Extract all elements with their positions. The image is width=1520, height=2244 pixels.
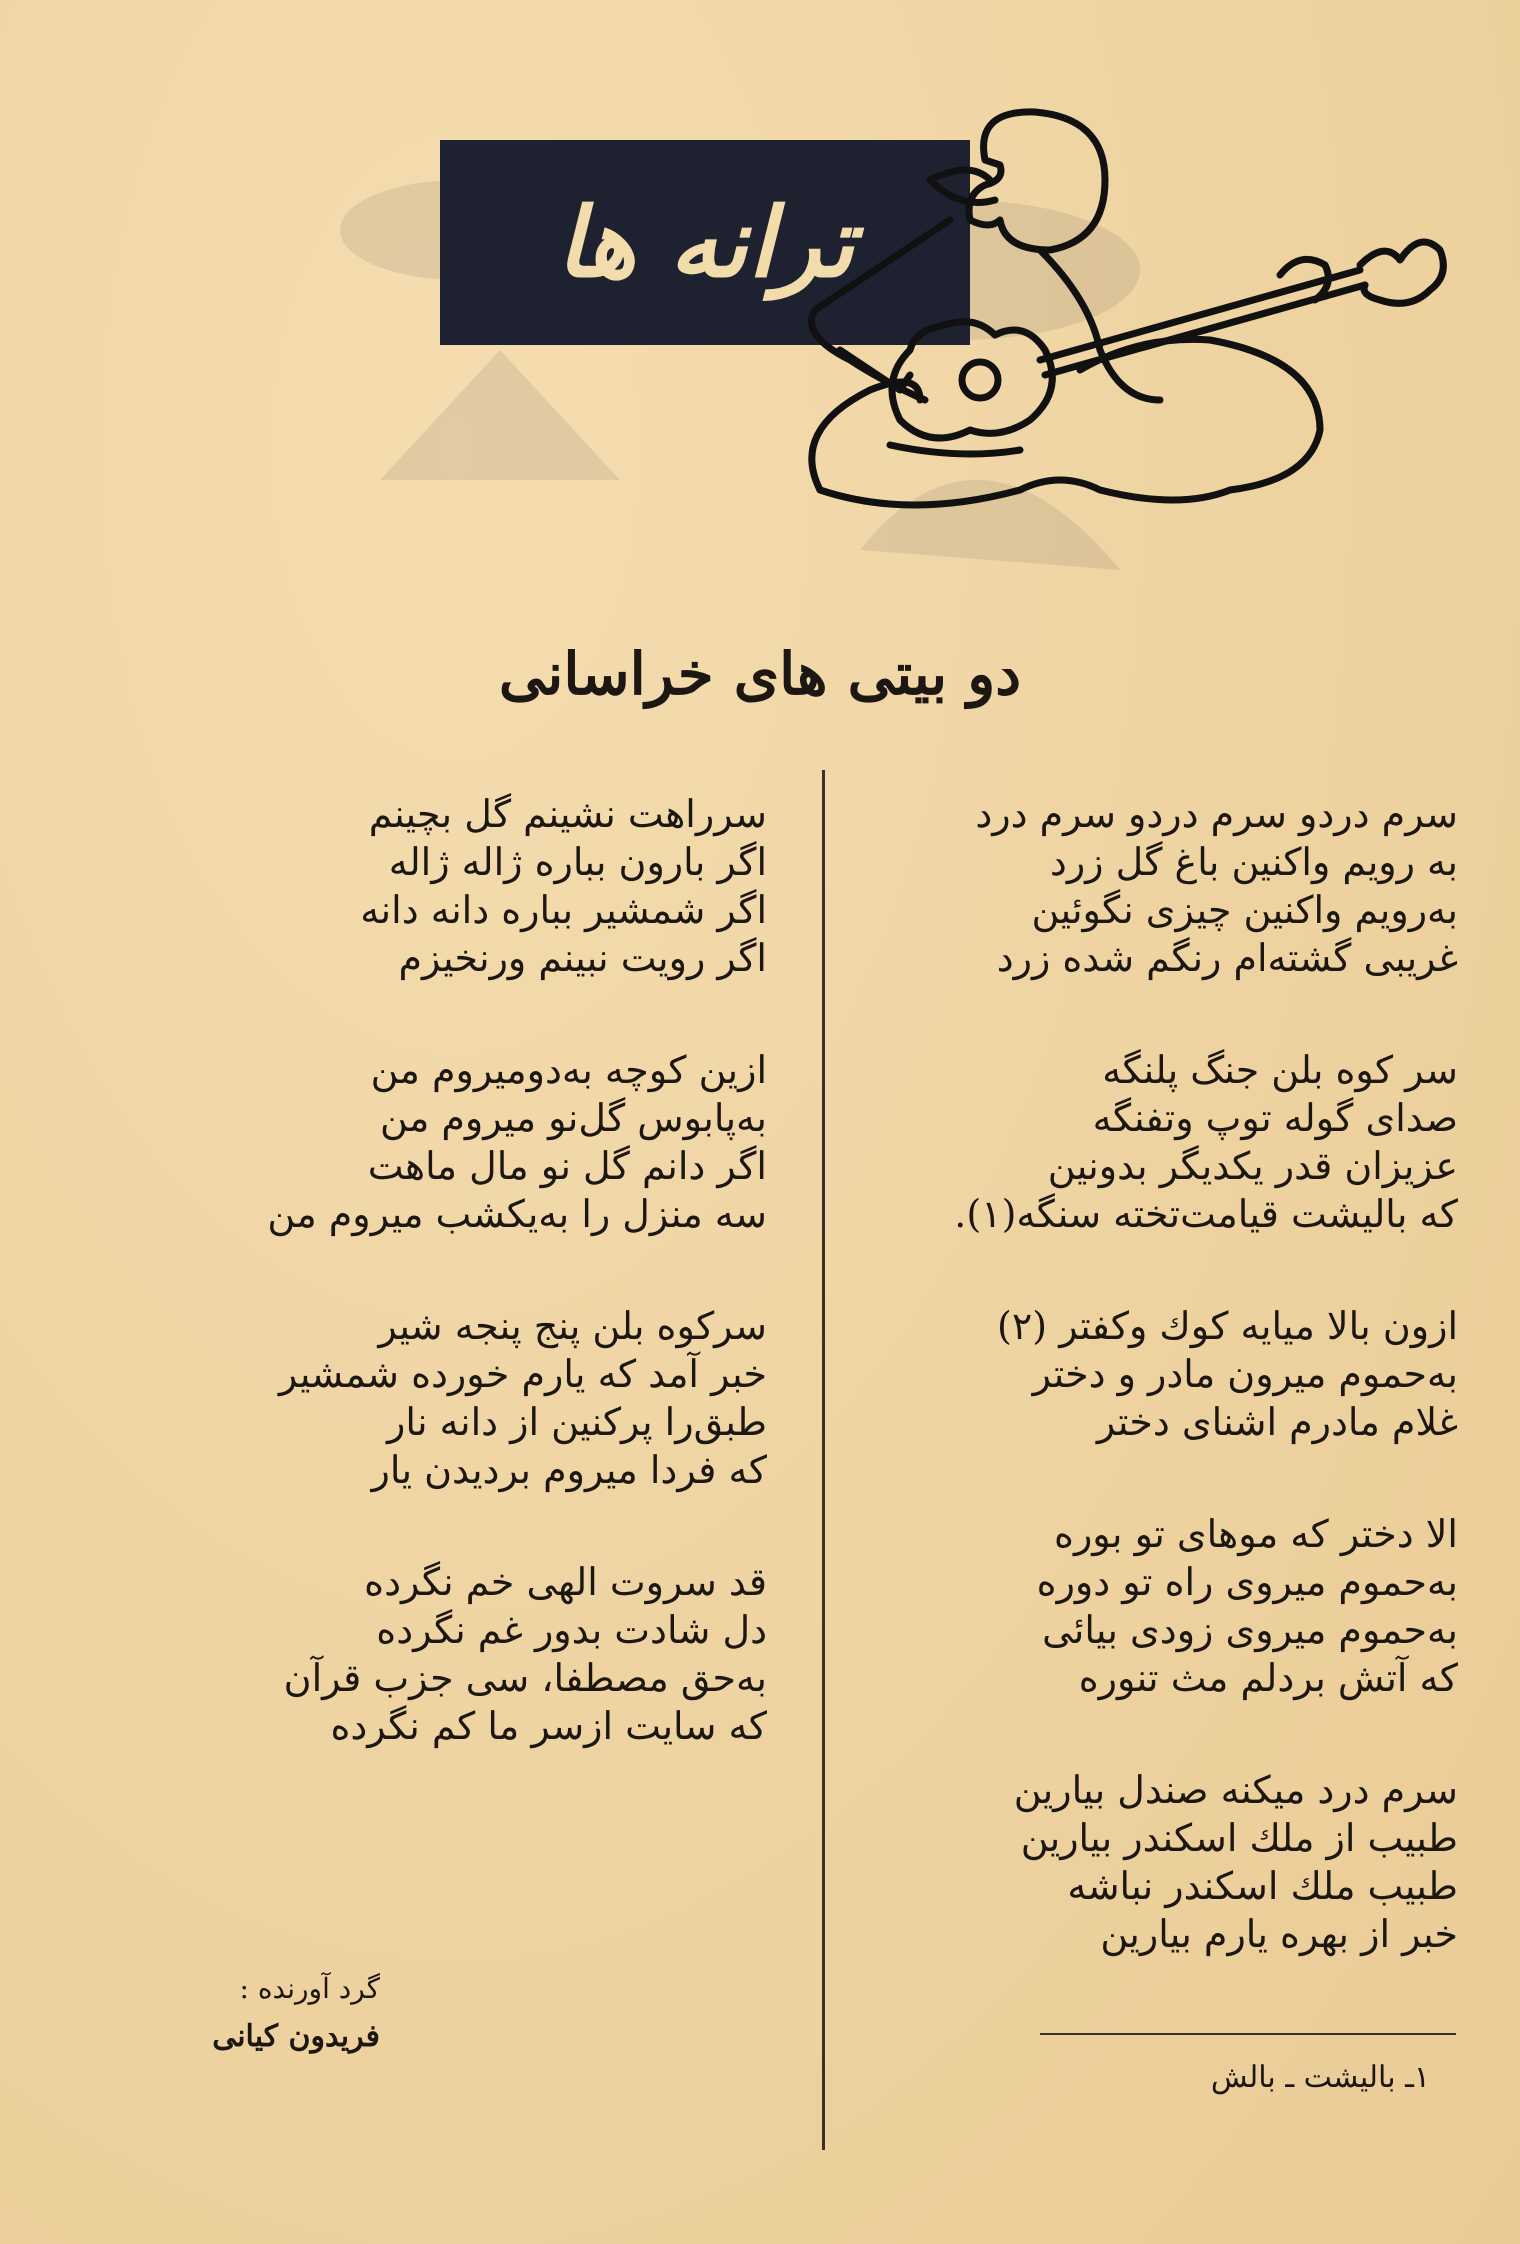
- verse-line: ازین کوچه به‌دومیروم من: [370, 1048, 767, 1092]
- verse-line: عزیزان قدر یکدیگر بدونین: [1047, 1144, 1458, 1188]
- verse-line: دل شادت بدور غم نگرده: [376, 1608, 767, 1652]
- section-subtitle: دو بیتی های خراسانی: [498, 640, 1022, 708]
- poem-column-left: [147, 790, 767, 1814]
- verse-line: سرکوه بلن پنج پنجه شیر: [378, 1304, 767, 1348]
- verse-line: قد سروت الهی خم نگرده: [364, 1560, 767, 1604]
- stanza: [818, 1302, 1458, 1446]
- verse-line: سر کوه بلن جنگ پلنگه: [1102, 1048, 1458, 1092]
- verse-line: به‌حق مصطفا، سی جزب قرآن: [283, 1656, 767, 1700]
- verse-line: اگر بارون بباره ژاله ژاله: [388, 840, 767, 884]
- verse-line: طبیب ملك اسکندر نباشه: [1067, 1864, 1458, 1908]
- verse-line: به‌حموم میروی زودی بیائی: [1042, 1608, 1458, 1652]
- compiler-label: گرد آورنده :: [239, 1972, 380, 2005]
- verse-line: به‌حموم میرون مادر و دختر: [1032, 1352, 1458, 1396]
- verse-line: اگر رویت نبینم ورنخیزم: [398, 936, 767, 980]
- stanza: [818, 1766, 1458, 1958]
- stanza: [147, 1302, 767, 1494]
- footnote-rule: [1040, 2033, 1456, 2035]
- poem-column-right: [818, 790, 1458, 2022]
- stanza: [818, 790, 1458, 982]
- verse-line: خبر آمد که یارم خورده شمشیر: [278, 1352, 767, 1396]
- compiler-name: فریدون کیانی: [212, 2019, 380, 2054]
- page-title: ترانه ها: [440, 140, 970, 345]
- verse-line: به رویم واکنین باغ گل زرد: [1049, 840, 1458, 884]
- verse-line: الا دختر که موهای تو بوره: [1054, 1512, 1458, 1556]
- verse-line: به‌رویم واکنین چیزی نگوئین: [1031, 888, 1458, 932]
- verse-line: اگر دانم گل نو مال ماهت: [367, 1144, 767, 1188]
- verse-line: طبق‌را پرکنین از دانه نار: [387, 1400, 767, 1444]
- verse-line: که فردا میروم بردیدن یار: [371, 1448, 767, 1492]
- verse-line: سرراهت نشینم گل بچینم: [368, 792, 767, 836]
- verse-line: اگر شمشیر بباره دانه دانه: [360, 888, 767, 932]
- stanza: [147, 1046, 767, 1238]
- verse-line: طبیب از ملك اسکندر بیارین: [1020, 1816, 1458, 1860]
- verse-line: ازون بالا میایه کوك وکفتر (۲): [997, 1304, 1458, 1348]
- verse-line: به‌حموم میروی راه تو دوره: [1036, 1560, 1458, 1604]
- verse-line: سرم دردو سرم دردو سرم درد: [975, 792, 1458, 836]
- verse-line: سرم درد میکنه صندل بیارین: [1013, 1768, 1458, 1812]
- verse-line: غریبی گشته‌ام رنگم شده زرد: [996, 936, 1458, 980]
- verse-line: صدای گوله توپ وتفنگه: [1092, 1096, 1458, 1140]
- stanza: [818, 1046, 1458, 1238]
- verse-line: غلام مادرم اشنای دختر: [1096, 1400, 1458, 1444]
- verse-line: که بالیشت قیامت‌تخته سنگه(۱).: [954, 1192, 1458, 1236]
- verse-line: که آتش بردلم مث تنوره: [1078, 1656, 1458, 1700]
- verse-line: به‌پابوس گل‌نو میروم من: [380, 1096, 767, 1140]
- verse-line: سه منزل را به‌یکشب میروم من: [267, 1192, 767, 1236]
- stanza: [818, 1510, 1458, 1702]
- stanza: [147, 1558, 767, 1750]
- verse-line: خبر از بهره یارم بیارین: [1100, 1912, 1458, 1956]
- guitarist-illustration: [760, 100, 1480, 550]
- stanza: [147, 790, 767, 982]
- compiler-credit: [212, 1965, 380, 2061]
- footnote: ۱ـ بالیشت ـ بالش: [1210, 2060, 1430, 2095]
- verse-line: که سایت ازسر ما کم نگرده: [330, 1704, 767, 1748]
